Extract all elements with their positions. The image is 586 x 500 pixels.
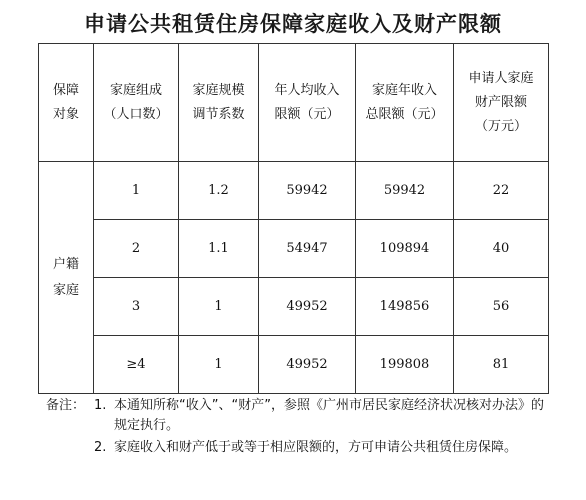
cell-factor: 1.2	[179, 162, 259, 220]
cell-factor: 1	[179, 336, 259, 394]
cell-factor: 1.1	[179, 220, 259, 278]
category-cell: 户籍 家庭	[39, 162, 94, 394]
cell-per-capita: 54947	[259, 220, 356, 278]
table-row	[39, 278, 549, 336]
note-item	[94, 438, 556, 458]
page-title: 申请公共租赁住房保障家庭收入及财产限额	[84, 12, 502, 36]
notes-list	[94, 396, 556, 458]
notes-block	[46, 396, 556, 458]
header-adjust-factor: 家庭规模 调节系数	[179, 44, 259, 162]
cell-persons: 2	[94, 220, 179, 278]
note-number: 2.	[94, 440, 107, 455]
cell-assets: 81	[454, 336, 549, 394]
cell-household: 199808	[356, 336, 454, 394]
cell-per-capita: 49952	[259, 336, 356, 394]
cell-household: 109894	[356, 220, 454, 278]
cell-household: 149856	[356, 278, 454, 336]
cell-persons: 1	[94, 162, 179, 220]
table-row	[39, 336, 549, 394]
note-number: 1.	[94, 398, 107, 413]
header-household-size: 家庭组成 （人口数）	[94, 44, 179, 162]
cell-assets: 40	[454, 220, 549, 278]
cell-assets: 56	[454, 278, 549, 336]
cell-persons: 3	[94, 278, 179, 336]
note-text: 本通知所称“收入”、“财产”，参照《广州市居民家庭经济状况核对办法》的规定执行。	[114, 398, 544, 433]
cell-household: 59942	[356, 162, 454, 220]
header-household-income: 家庭年收入 总限额（元）	[356, 44, 454, 162]
cell-factor: 1	[179, 278, 259, 336]
income-asset-limit-table	[38, 43, 549, 394]
note-item	[94, 396, 556, 436]
notes-section	[46, 396, 556, 458]
header-per-capita-income: 年人均收入 限额（元）	[259, 44, 356, 162]
table-header-row	[39, 44, 549, 162]
table-row	[39, 162, 549, 220]
notes-label: 备注：	[46, 398, 86, 413]
cell-per-capita: 59942	[259, 162, 356, 220]
cell-persons: ≥4	[94, 336, 179, 394]
note-text: 家庭收入和财产低于或等于相应限额的，方可申请公共租赁住房保障。	[114, 440, 518, 455]
table-row	[39, 220, 549, 278]
cell-per-capita: 49952	[259, 278, 356, 336]
cell-assets: 22	[454, 162, 549, 220]
header-asset-limit: 申请人家庭 财产限额 （万元）	[454, 44, 549, 162]
header-target: 保障 对象	[39, 44, 94, 162]
